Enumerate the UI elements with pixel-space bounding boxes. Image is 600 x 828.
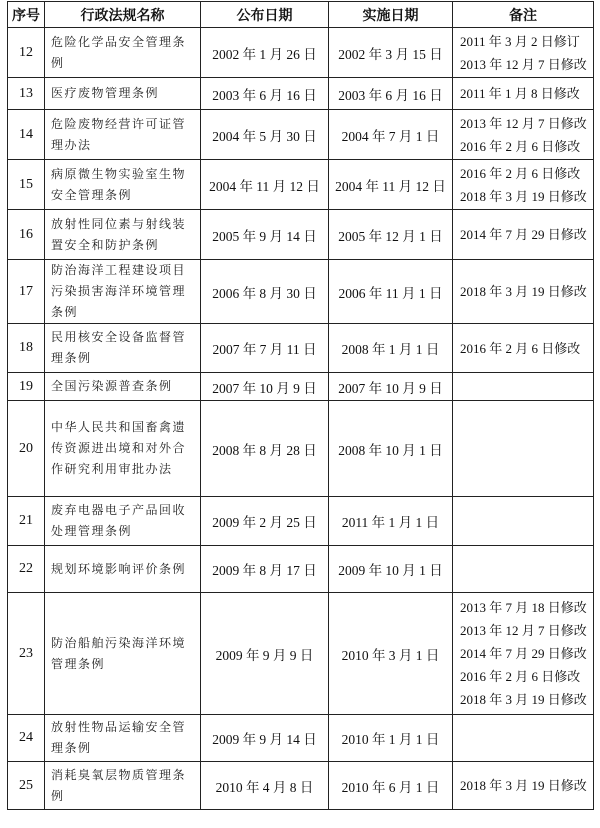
table-row: [8, 715, 594, 762]
remark-line: 2013 年 12 月 7 日修改: [460, 623, 587, 638]
remark-line: 2011 年 1 月 8 日修改: [460, 86, 580, 101]
remarks-cell: [453, 546, 594, 593]
remarks-cell: [453, 28, 594, 78]
effective-date: 2003 年 6 月 16 日: [329, 78, 453, 110]
regulation-name: 放射性物品运输安全管理条例: [45, 715, 201, 762]
table-row: [8, 497, 594, 546]
publish-date: 2009 年 2 月 25 日: [201, 497, 329, 546]
row-number: 23: [8, 593, 45, 715]
header-row: [8, 2, 594, 28]
table-body: [8, 28, 594, 810]
regulation-name: 危险废物经营许可证管理办法: [45, 110, 201, 160]
table-row: [8, 546, 594, 593]
header-name: 行政法规名称: [45, 2, 201, 28]
remark-line: 2016 年 2 月 6 日修改: [460, 165, 581, 181]
regulation-name: 防治船舶污染海洋环境管理条例: [45, 593, 201, 715]
remarks-cell: [453, 160, 594, 210]
table-row: [8, 260, 594, 324]
publish-date: 2008 年 8 月 28 日: [201, 401, 329, 497]
publish-date: 2004 年 11 月 12 日: [201, 160, 329, 210]
table-row: [8, 324, 594, 373]
effective-date: 2004 年 11 月 12 日: [329, 160, 453, 210]
row-number: 17: [8, 260, 45, 324]
row-number: 19: [8, 373, 45, 401]
table-row: [8, 401, 594, 497]
remarks-cell: [453, 260, 594, 324]
publish-date: 2007 年 10 月 9 日: [201, 373, 329, 401]
remark-line: 2014 年 7 月 29 日修改: [460, 227, 587, 242]
remark-line: 2016 年 2 月 6 日修改: [460, 340, 581, 356]
publish-date: 2009 年 8 月 17 日: [201, 546, 329, 593]
regulation-name: 废弃电器电子产品回收处理管理条例: [45, 497, 201, 546]
remarks-cell: [453, 110, 594, 160]
publish-date: 2007 年 7 月 11 日: [201, 324, 329, 373]
publish-date: 2005 年 9 月 14 日: [201, 210, 329, 260]
header-effective: 实施日期: [329, 2, 453, 28]
remarks-cell: [453, 401, 594, 497]
table-row: [8, 78, 594, 110]
publish-date: 2010 年 4 月 8 日: [201, 762, 329, 810]
remarks-cell: [453, 715, 594, 762]
regulation-name: 放射性同位素与射线装置安全和防护条例: [45, 210, 201, 260]
row-number: 22: [8, 546, 45, 593]
remark-line: 2016 年 2 月 6 日修改: [460, 138, 581, 154]
table-row: [8, 593, 594, 715]
remark-line: 2011 年 3 月 2 日修订: [460, 33, 580, 49]
table-row: [8, 28, 594, 78]
table-row: [8, 373, 594, 401]
regulation-name: 规划环境影响评价条例: [45, 546, 201, 593]
table-row: [8, 160, 594, 210]
row-number: 13: [8, 78, 45, 110]
remarks-cell: [453, 78, 594, 110]
row-number: 12: [8, 28, 45, 78]
row-number: 15: [8, 160, 45, 210]
effective-date: 2005 年 12 月 1 日: [329, 210, 453, 260]
remarks-cell: [453, 497, 594, 546]
table-row: [8, 210, 594, 260]
remark-line: 2018 年 3 月 19 日修改: [460, 188, 587, 204]
effective-date: 2002 年 3 月 15 日: [329, 28, 453, 78]
effective-date: 2008 年 10 月 1 日: [329, 401, 453, 497]
effective-date: 2006 年 11 月 1 日: [329, 260, 453, 324]
table-row: [8, 110, 594, 160]
remark-line: 2018 年 3 月 19 日修改: [460, 778, 587, 793]
remark-line: 2013 年 12 月 7 日修改: [460, 56, 587, 72]
effective-date: 2007 年 10 月 9 日: [329, 373, 453, 401]
publish-date: 2002 年 1 月 26 日: [201, 28, 329, 78]
row-number: 21: [8, 497, 45, 546]
remarks-cell: [453, 373, 594, 401]
publish-date: 2004 年 5 月 30 日: [201, 110, 329, 160]
effective-date: 2010 年 6 月 1 日: [329, 762, 453, 810]
regulation-name: 消耗臭氧层物质管理条例: [45, 762, 201, 810]
regulation-name: 医疗废物管理条例: [45, 78, 201, 110]
effective-date: 2009 年 10 月 1 日: [329, 546, 453, 593]
header-remarks: 备注: [453, 2, 594, 28]
header-published: 公布日期: [201, 2, 329, 28]
remark-line: 2018 年 3 月 19 日修改: [460, 692, 587, 707]
row-number: 14: [8, 110, 45, 160]
remarks-cell: [453, 593, 594, 715]
remark-line: 2018 年 3 月 19 日修改: [460, 284, 587, 299]
header-no: 序号: [8, 2, 45, 28]
effective-date: 2010 年 1 月 1 日: [329, 715, 453, 762]
effective-date: 2008 年 1 月 1 日: [329, 324, 453, 373]
effective-date: 2010 年 3 月 1 日: [329, 593, 453, 715]
remark-line: 2013 年 7 月 18 日修改: [460, 600, 587, 615]
row-number: 20: [8, 401, 45, 497]
regulation-name: 危险化学品安全管理条例: [45, 28, 201, 78]
remarks-cell: [453, 762, 594, 810]
row-number: 24: [8, 715, 45, 762]
regulation-name: 民用核安全设备监督管理条例: [45, 324, 201, 373]
regulations-table: [7, 1, 594, 810]
row-number: 16: [8, 210, 45, 260]
effective-date: 2004 年 7 月 1 日: [329, 110, 453, 160]
row-number: 18: [8, 324, 45, 373]
remarks-cell: [453, 210, 594, 260]
regulation-name: 全国污染源普查条例: [45, 373, 201, 401]
row-number: 25: [8, 762, 45, 810]
table-row: [8, 762, 594, 810]
publish-date: 2009 年 9 月 9 日: [201, 593, 329, 715]
publish-date: 2003 年 6 月 16 日: [201, 78, 329, 110]
remark-line: 2016 年 2 月 6 日修改: [460, 669, 581, 684]
regulation-name: 中华人民共和国畜禽遗传资源进出境和对外合作研究利用审批办法: [45, 401, 201, 497]
publish-date: 2009 年 9 月 14 日: [201, 715, 329, 762]
effective-date: 2011 年 1 月 1 日: [329, 497, 453, 546]
regulation-name: 防治海洋工程建设项目污染损害海洋环境管理条例: [45, 260, 201, 324]
publish-date: 2006 年 8 月 30 日: [201, 260, 329, 324]
remarks-cell: [453, 324, 594, 373]
regulation-name: 病原微生物实验室生物安全管理条例: [45, 160, 201, 210]
remark-line: 2013 年 12 月 7 日修改: [460, 115, 587, 131]
remark-line: 2014 年 7 月 29 日修改: [460, 646, 587, 661]
